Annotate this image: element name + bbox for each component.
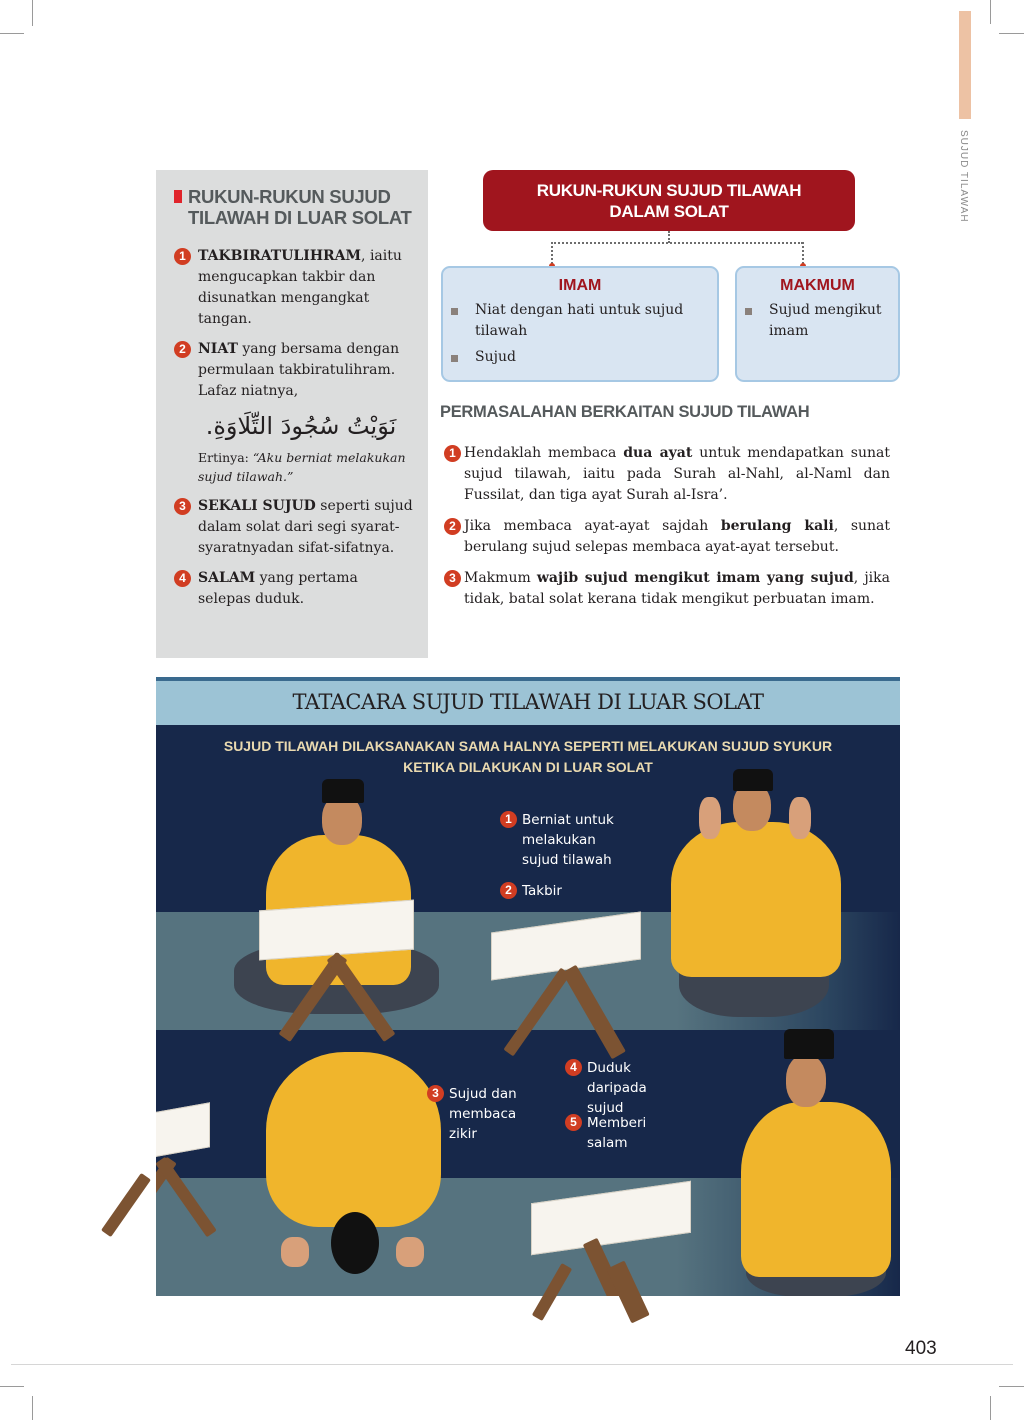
list-item: 3 SEKALI SUJUD seperti sujud dalam solat dari segi syarat-syaratnyadan sifat-sifatnya. [174, 496, 414, 559]
chapter-tab-marker [959, 11, 971, 119]
bullet-square-icon [451, 308, 458, 315]
figure-shirt [266, 1052, 441, 1227]
permasalahan-list [444, 443, 890, 620]
crop-mark [32, 0, 33, 26]
bullet-square-icon [451, 355, 458, 362]
makmum-list [737, 300, 898, 342]
number-badge-icon: 1 [500, 811, 517, 828]
rehal-stand-icon [562, 965, 626, 1060]
list-item: 1 TAKBIRATULIHRAM, iaitu mengucapkan takbir dan disunatkan mengangkat tangan. [174, 246, 414, 330]
list-item: Sujud mengikut imam [737, 300, 898, 342]
list-item: Niat dengan hati untuk sujud tilawah [443, 300, 717, 342]
number-badge-icon: 2 [500, 882, 517, 899]
list-item: 2 NIAT yang bersama dengan permulaan takbiratulihram. Lafaz niatnya, [174, 339, 414, 402]
rukun-luar-solat-title: RUKUN-RUKUN SUJUD TILAWAH DI LUAR SOLAT [174, 186, 414, 228]
quran-book-icon [531, 1181, 691, 1255]
number-badge-icon: 3 [427, 1085, 444, 1102]
number-badge-icon: 1 [444, 445, 461, 462]
step-5: 5 Memberi salam [565, 1113, 645, 1153]
connector-line [551, 242, 803, 244]
bullet-square-icon [745, 308, 752, 315]
permasalahan-title: PERMASALAHAN BERKAITAN SUJUD TILAWAH [440, 403, 810, 421]
figure-shirt [671, 822, 841, 977]
list-item: Sujud [443, 347, 717, 368]
list-item: 2 Jika membaca ayat-ayat sajdah berulang kali, sunat berulang sujud selepas membaca ayat-ayat tersebut. [444, 516, 890, 558]
step-2: 2 Takbir [500, 881, 630, 901]
list-item: 3 Makmum wajib sujud mengikut imam yang sujud, jika tidak, batal solat kerana tidak mengikut perbuatan imam. [444, 568, 890, 610]
crop-mark [32, 1396, 33, 1420]
niat-translation: Ertinya: “Aku berniat melakukan sujud tilawah.” [198, 450, 406, 484]
tatacara-subtitle: SUJUD TILAWAH DILAKSANAKAN SAMA HALNYA SEPERTI MELAKUKAN SUJUD SYUKUR KETIKA DILAKUKAN DI LUAR SOLAT [223, 738, 833, 775]
tatacara-section [156, 677, 900, 1296]
step-4: 4 Duduk daripada sujud [565, 1058, 685, 1118]
list-item: 4 SALAM yang pertama selepas duduk. [174, 568, 414, 610]
figure-cap [733, 769, 773, 791]
makmum-title: MAKMUM [780, 277, 855, 294]
rukun-list [174, 246, 414, 610]
page-number: 403 [905, 1338, 937, 1359]
rukun-dalam-solat-header: RUKUN-RUKUN SUJUD TILAWAH DALAM SOLAT [483, 170, 855, 231]
number-badge-icon: 4 [565, 1059, 582, 1076]
number-badge-icon: 5 [565, 1114, 582, 1131]
crop-mark [990, 0, 991, 24]
imam-title: IMAM [558, 277, 602, 294]
number-badge-icon: 2 [444, 518, 461, 535]
number-badge-icon: 3 [174, 498, 191, 515]
crop-mark [999, 33, 1024, 34]
rehal-stand-icon [101, 1173, 151, 1237]
number-badge-icon: 2 [174, 341, 191, 358]
makmum-card [735, 266, 900, 382]
figure-head [786, 1055, 826, 1107]
hand-on-floor [281, 1237, 309, 1267]
rehal-stand-icon [156, 1157, 217, 1238]
number-badge-icon: 4 [174, 570, 191, 587]
hand-on-floor [396, 1237, 424, 1267]
figure-reading-quran [234, 777, 444, 1057]
connector-line [551, 242, 553, 264]
crop-mark [0, 1386, 24, 1387]
figure-shirt [741, 1102, 891, 1277]
number-badge-icon: 1 [174, 248, 191, 265]
number-badge-icon: 3 [444, 570, 461, 587]
quran-on-rehal [156, 1112, 240, 1252]
figure-duduk-salam [736, 1027, 900, 1296]
list-item: 1 Hendaklah membaca dua ayat untuk mendapatkan sunat sujud tilawah, iaitu pada Surah al-Nahl, al-Naml dan Fussilat, dan tiga ayat Surah al-Isra’. [444, 443, 890, 506]
raised-hand [699, 797, 721, 839]
imam-card [441, 266, 719, 382]
rukun-luar-solat-box [156, 170, 428, 658]
figure-cap [784, 1029, 834, 1059]
step-1: 1 Berniat untuk melakukan sujud tilawah [500, 810, 630, 870]
crop-mark [0, 33, 24, 34]
raised-hand [789, 797, 811, 839]
step-3: 3 Sujud dan membaca zikir [427, 1084, 537, 1144]
figure-cap [331, 1212, 379, 1274]
footer-rule [11, 1364, 1013, 1365]
rehal-stand-icon [503, 968, 570, 1057]
red-square-icon [174, 190, 182, 203]
tatacara-title: TATACARA SUJUD TILAWAH DI LUAR SOLAT [292, 690, 764, 714]
crop-mark [990, 1396, 991, 1420]
crop-mark [999, 1386, 1024, 1387]
imam-list [443, 300, 717, 368]
figure-takbir [661, 767, 851, 1017]
niat-arabic-text: نَوَيْتُ سُجُودَ التِّلَاوَةِ. [205, 412, 397, 440]
figure-cap [322, 779, 364, 803]
quran-on-rehal [491, 912, 651, 1062]
chapter-tab-label: SUJUD TILAWAH [958, 130, 969, 223]
connector-line [802, 242, 804, 264]
